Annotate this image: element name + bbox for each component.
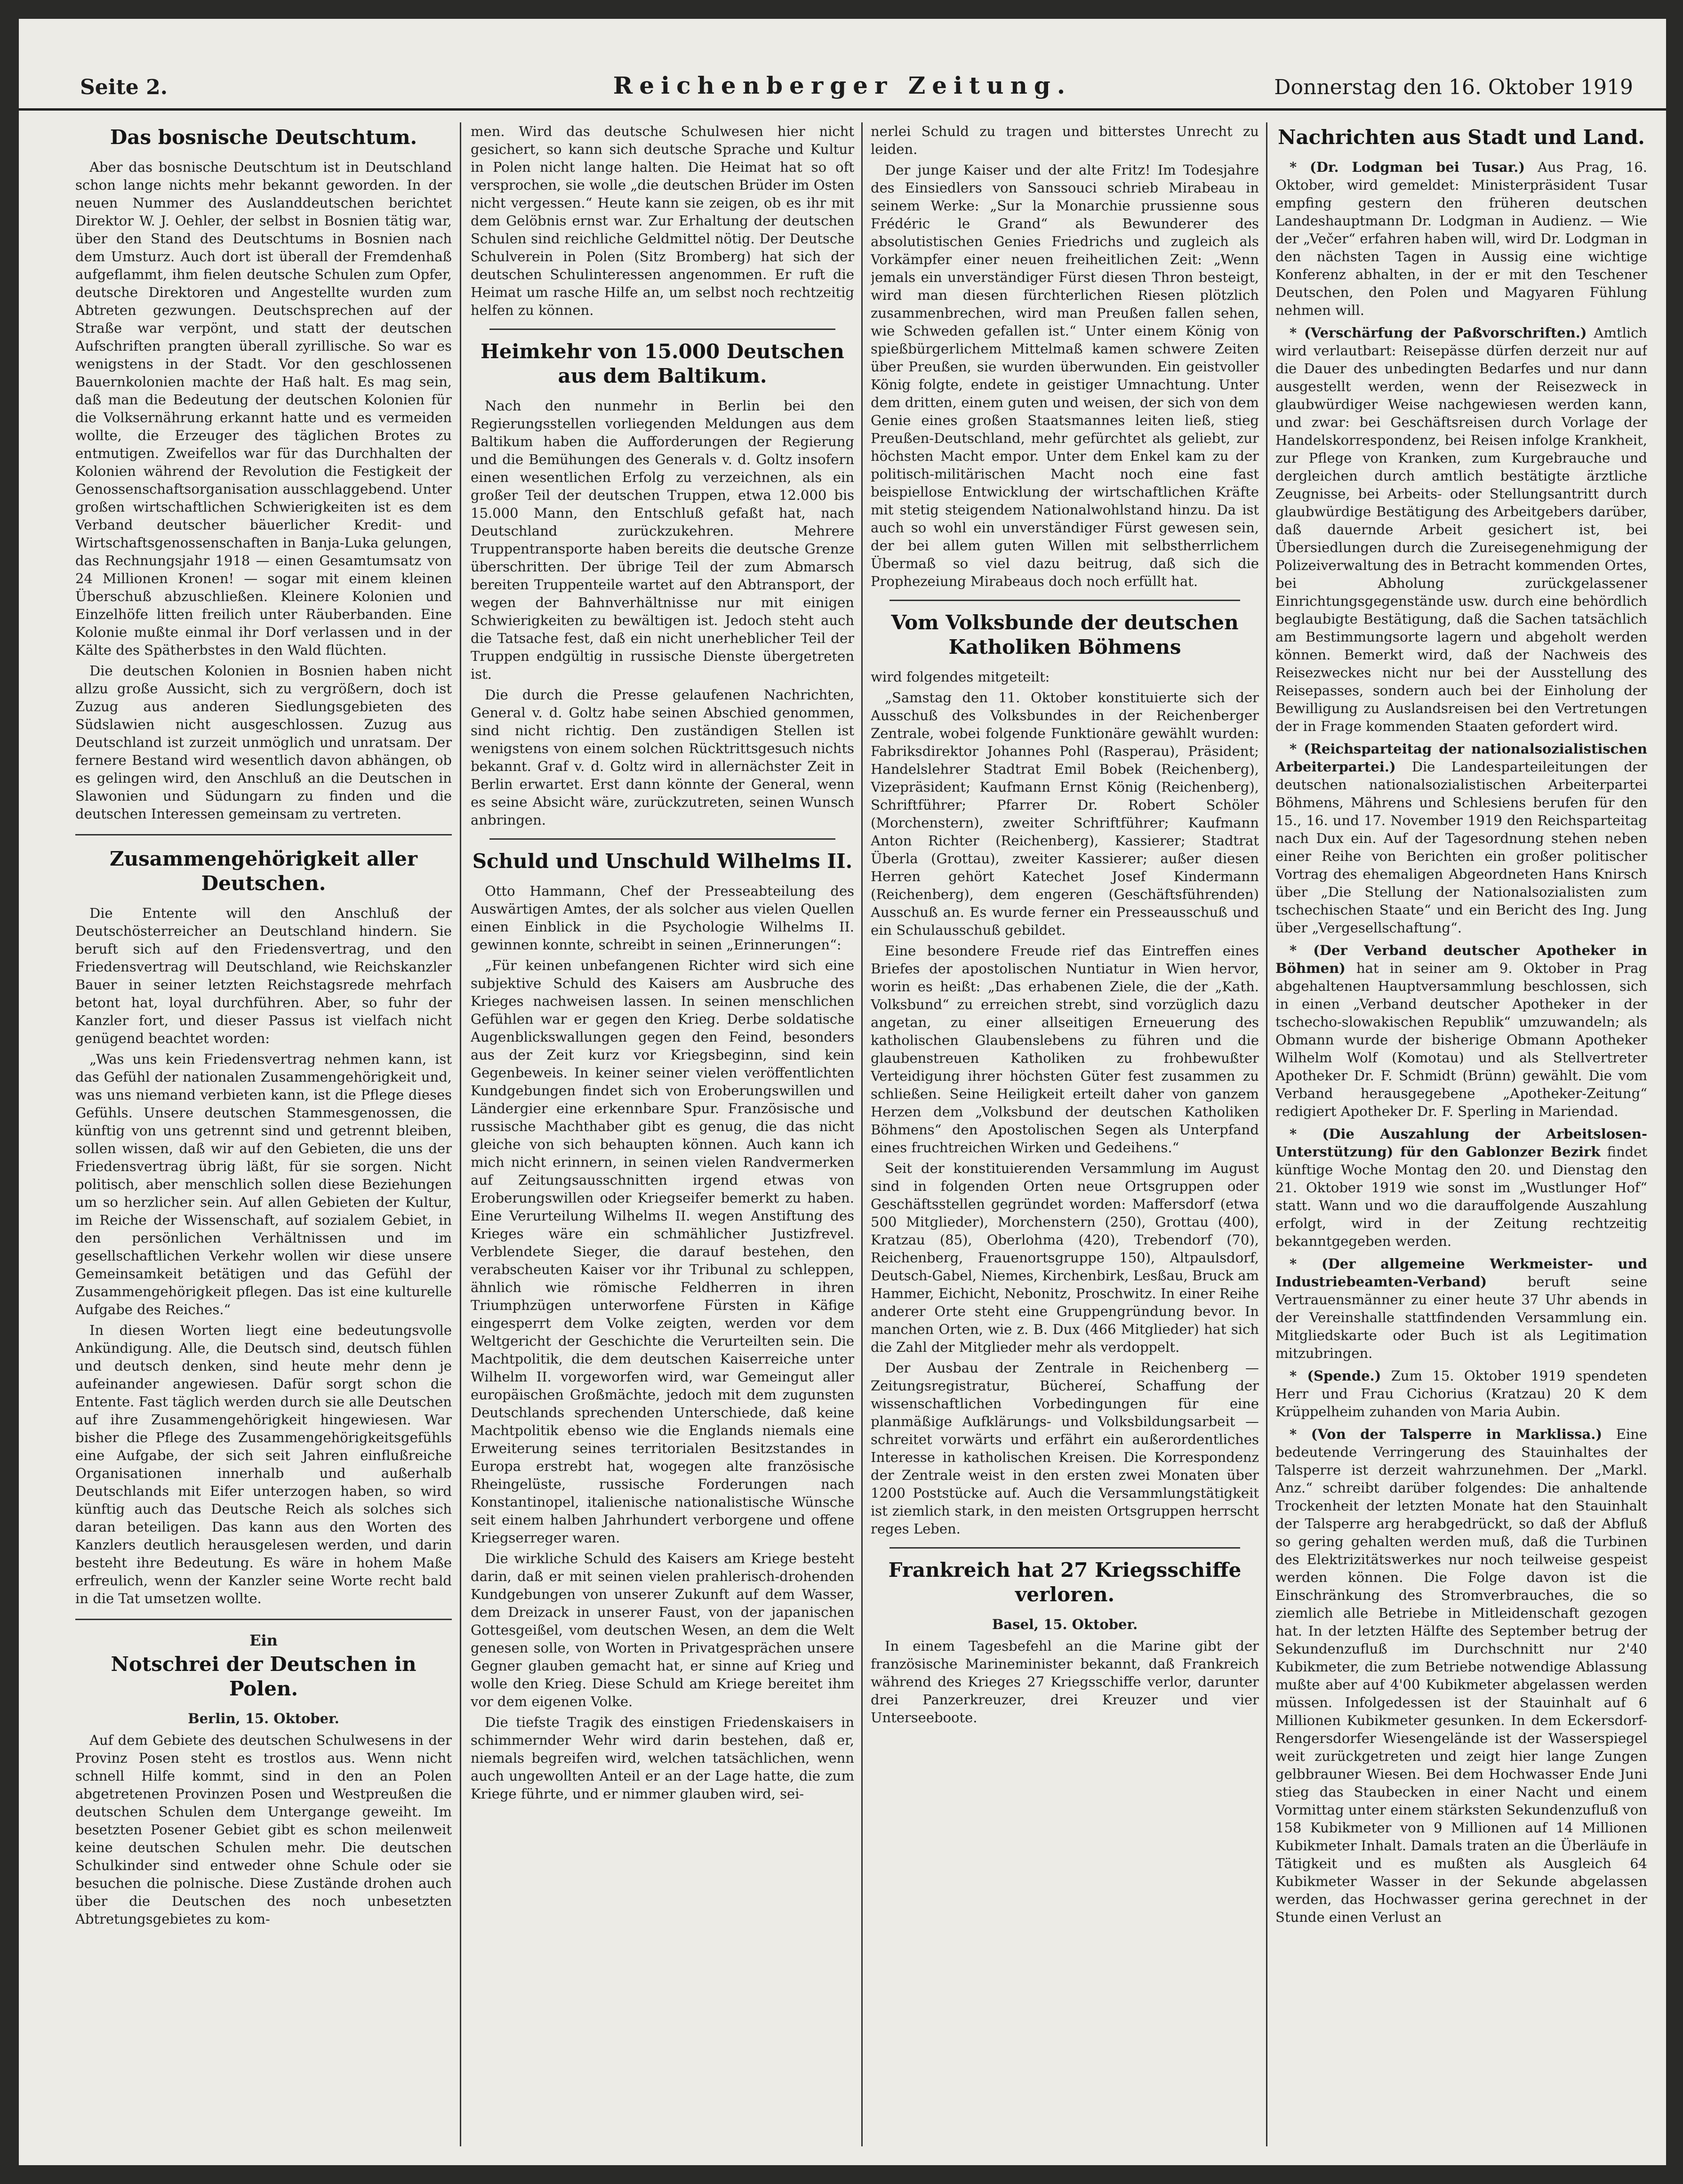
news-item-head: * (Dr. Lodgman bei Tusar.) — [1290, 159, 1525, 175]
newspaper-page — [19, 19, 1666, 2165]
article-headline: Zusammengehörigkeit aller Deutschen. — [109, 847, 418, 895]
news-item — [1275, 1367, 1647, 1421]
news-item-body: beruft seine Vertrauensmänner zu einer heute 37 Uhr abends in der Vereinshalle stattfindenden Versammlung ein. Mitgliedskarte oder Buch ist als Legitimation mitzubringen. — [1275, 1274, 1647, 1361]
dateline: Berlin, 15. Oktober. — [188, 1710, 339, 1726]
column-3 — [871, 122, 1259, 2146]
column-rule — [1266, 122, 1267, 2146]
article-paragraph: Der Ausbau der Zentrale in Reichenberg — Zeitungsregistratur, Büchereí, Schaffung der wissenschaftlichen Vorbedingungen für eine planmäßige Aufklärungs- und Volksbildungsarbeit — schreitet vorwärts und erfährt ein außerordentliches Interesse in katholischen Kreisen. Die Korrespondenz der Zentrale weist in den ersten zwei Monaten über 1200 Poststücke auf. Auch die Versammlungstätigkeit ist ziemlich stark, in den meisten Ortsgruppen herrscht reges Leben. — [871, 1360, 1259, 1537]
news-item-head: * (Spende.) — [1290, 1368, 1381, 1384]
article-paragraph: Eine besondere Freude rief das Eintreffen eines Briefes der apostolischen Nuntiatur in Wien hervor, worin es heißt: „Das erhabenen Ziele, die der „Kath. Volksbund“ zu erreichen strebt, sind vorzüglich dazu angetan, zu einer allseitigen Erneuerung des katholischen Glaubenslebens zu führen und die glaubenstreuen Katholiken zu frohbewußter Verteidigung ihrer höchsten Güter fest zusammen zu schließen. Seine Heiligkeit erteilt daher von ganzem Herzen dem „Volksbund der deutschen Katholiken Böhmens“ den Apostolischen Segen als Unterpfand eines fruchtreichen Wirken und Gedeihens.“ — [871, 943, 1259, 1156]
news-item-body: Aus Prag, 16. Oktober, wird gemeldet: Ministerpräsident Tusar empfing gestern den früheren deutschen Landeshauptmann Dr. Lodgman in Audienz. — Wie der „Večer“ erfahren haben will, wird Dr. Lodgman in den nächsten Tagen in Aussig eine wichtige Konferenz abhalten, in der er mit den Teschener Deutschen, den Polen und Magyaren Fühlung nehmen will. — [1275, 159, 1647, 318]
article-paragraph: Die deutschen Kolonien in Bosnien haben nicht allzu große Aussicht, sich zu vergrößern, doch ist Zuzug aus anderen Siedlungsgebieten des Südslawien nicht ausgeschlossen. Zuzug aus Deutschland ist zurzeit unmöglich und unratsam. Der fernere Bestand wird wesentlich davon abhängen, ob es gelingen wird, den Anschluß an die Deutschen in Slawonien und Südungarn zu finden und die deutschen Interessen gemeinsam zu vertreten. — [75, 663, 452, 822]
section-headline: Nachrichten aus Stadt und Land. — [1278, 126, 1645, 149]
column-4 — [1275, 122, 1647, 2146]
news-item-body: Amtlich wird verlautbart: Reisepässe dürfen derzeit nur auf die Dauer des unbedingten Bedarfes und nur dann ausgestellt werden, wenn der Reisezweck in glaubwürdiger Weise nachgewiesen werden kann, und zwar: bei Geschäftsreisen durch Vorlage der Handelskorrespondenz, bei Reisen infolge Krankheit, zur Pflege von Kranken, zum Kurgebrauche und dergleichen durch amtlich bestätigte ärztliche Zeugnisse, bei Arbeits- oder Stellungsantritt durch glaubwürdige Bestätigung des Arbeitgebers darüber, daß dauernde Arbeit gesichert ist, bei Übersiedlungen durch die Zureisegenehmigung der Polizeiverwaltung des in Betracht kommenden Ortes, bei Abholung zurückgelassener Einrichtungsgegenstände usw. durch eine behördlich beglaubigte Bestätigung, daß die Sachen tatsächlich am Bestimmungsorte lagern und abgeholt werden können. Bemerkt wird, daß der Nachweis des Reisezweckes nicht nur bei der Ausstellung des Reisepasses, sondern auch bei der Einholung der Bewilligung zu Auslandsreisen bei den Vertretungen der in Frage kommenden Staaten gefordert wird. — [1275, 325, 1647, 734]
column-1 — [75, 122, 452, 2146]
news-item-body: Die Landesparteileitungen der deutschen nationalsozialistischen Arbeiterpartei Böhmens, Mährens und Schlesiens berufen für den 15., 16. und 17. November 1919 den Reichsparteitag nach Dux ein. Auf der Tagesordnung stehen neben einer Reihe von Berichten ein großer politischer Vortrag des ehemaligen Abgeordneten Hans Knirsch über „Die Stellung der Nationalsozialisten zum tschechischen Staate“ und ein Bericht des Ing. Jung über „Vergesellschaftung“. — [1275, 759, 1647, 936]
article-paragraph: Auf dem Gebiete des deutschen Schulwesens in der Provinz Posen steht es trostlos aus. Wenn nicht schnell Hilfe kommt, sind in den an Polen abgetretenen Provinzen Posen und Westpreußen die deutschen Schulen dem Untergange geweiht. Im besetzten Posener Gebiet gibt es schon meilenweit keine deutschen Schulen mehr. Die deutschen Schulkinder sind entweder ohne Schule oder sie besuchen die polnische. Diese Zustände drohen auch über die Deutschen des noch unbesetzten Abtretungsgebietes zu kom- — [75, 1732, 452, 1927]
news-item — [1275, 158, 1647, 319]
issue-date: Donnerstag den 16. Oktober 1919 — [1274, 75, 1633, 99]
article-paragraph: Seit der konstituierenden Versammlung im August sind in folgenden Orten neue Ortsgruppen oder Geschäftsstellen gegründet worden: Maffersdorf (etwa 500 Mitglieder), Morchenstern (250), Grottau (400), Kratzau (85), Oberlohma (420), Trebendorf (70), Reichenberg, Frauenortsgruppe 150), Altpaulsdorf, Deutsch-Gabel, Niemes, Kirchenbirk, Lesßau, Bruck am Hammer, Eichicht, Nebonitz, Proschwitz. In einer Reihe anderer Orte steht eine Gruppengründung bevor. In manchen Orten, wie z. B. Dux (466 Mitglieder) hat sich die Zahl der Mitglieder mehr als verdoppelt. — [871, 1160, 1259, 1355]
article-headline: Vom Volksbunde der deutschen Katholiken Böhmens — [891, 611, 1239, 658]
news-item-body: hat in seiner am 9. Oktober in Prag abgehaltenen Hauptversammlung beschlossen, sich in einen „Verband deutscher Apotheker in der tschecho-slowakischen Republik“ umzuwandeln; als Obmann wurde der bisherige Obmann Apotheker Wilhelm Wolf (Komotau) und als Stellvertreter Apotheker Dr. F. Schmidt (Brünn) gewählt. Die vom Verband herausgegebene „Apotheker-Zeitung“ redigiert Apotheker Dr. F. Sperling in Mariendad. — [1275, 960, 1647, 1119]
news-item — [1275, 1255, 1647, 1362]
article-quote: „Was uns kein Friedensvertrag nehmen kann, ist das Gefühl der nationalen Zusammengehörigkeit und, was uns niemand verbieten kann, ist die Pflege dieses Gefühls. Unsere deutschen Stammesgenossen, die künftig von uns getrennt sind und getrennt bleiben, sollen wissen, daß wir auf den Gebieten, die uns der Friedensvertrag übrig läßt, für sie sorgen. Nicht politisch, aber menschlich sollen diese Beziehungen um so herzlicher sein. Auf allen Gebieten der Kultur, im Reiche der Wissenschaft, auf sozialem Gebiet, in den persönlichen Verhältnissen und im gesellschaftlichen Verkehr wollen wir diese unsere Gemeinsamkeit betätigen und das Gefühl der Zusammengehörigkeit pflegen. Das ist eine kulturelle Aufgabe des Reiches.“ — [75, 1051, 452, 1317]
column-rule — [460, 122, 461, 2146]
news-item — [1275, 324, 1647, 735]
article-divider — [890, 600, 1240, 601]
column-rule — [861, 122, 863, 2146]
article-quote: „Für keinen unbefangenen Richter wird sich eine subjektive Schuld des Kaisers am Ausbruche des Krieges nachweisen lassen. In seinen menschlichen Gefühlen war er gegen den Krieg. Derbe soldatische Augenblickswallungen gegen den Feind, besonders aus der Zeit kurz vor Kriegsbeginn, sind kein Gegenbeweis. In keiner seiner vielen veröffentlichten Kundgebungen findet sich von Eroberungswillen und Ländergier eine erkennbare Spur. Französische und russische Machthaber gibt es genug, die das nicht gleiche von sich behaupten können. Auch kann ich mich nicht erinnern, in seinen vielen Randvermerken auf Zeitungsausschnitten irgend etwas von Eroberungswillen oder Kriegseifer bemerkt zu haben. Eine Verurteilung Wilhelms II. wegen Anstiftung des Krieges wäre ein schmählicher Justizfrevel. Verblendete Sieger, die darauf bestehen, den verabscheuten Kaiser vor ihr Tribunal zu schleppen, ähnlich wie römische Feldherren in ihren Triumphzügen unterworfene Fürsten in Käfige eingesperrt dem Volke zeigten, werden vor dem Weltgericht der Geschichte die Verurteilten sein. Die Machtpolitik, die dem deutschen Kaiserreiche unter Wilhelm II. vorgeworfen wird, war Gemeingut aller europäischen Großmächte, jedoch mit dem zugunsten Deutschlands sprechenden Unterschiede, daß keine Machtpolitik ebenso wie die Englands niemals eine Erweiterung seines territorialen Besitzstandes in Europa erstrebt hat, wogegen alte französische Rheingelüste, russische Forderungen nach Konstantinopel, italienische nationalistische Wünsche seit einem halben Jahrhundert verborgene und offene Kriegserreger waren. — [471, 957, 854, 1546]
article-paragraph: Die wirkliche Schuld des Kaisers am Kriege besteht darin, daß er mit seinen vielen prahlerisch-drohenden Kundgebungen von unserer Zukunft auf dem Wasser, dem Dreizack in unserer Faust, von der japanischen Gottesgeißel, vom deutschen Wesen, an dem die Welt genesen solle, von Worten in Privatgesprächen unsere Gegner glauben gemacht hat, er sinne auf Krieg und wolle den Krieg. Diese Schuld am Kriege bereitet ihm vor dem eigenen Volke. — [471, 1550, 854, 1710]
article-paragraph: nerlei Schuld zu tragen und bitterstes Unrecht zu leiden. — [871, 123, 1259, 157]
article-headline: Notschrei der Deutschen in Polen. — [111, 1653, 417, 1700]
news-item — [1275, 941, 1647, 1120]
news-item-head: * (Von der Talsperre in Marklissa.) — [1290, 1426, 1603, 1442]
newspaper-title: Reichenberger Zeitung. — [613, 72, 1072, 99]
article-divider — [75, 1619, 452, 1620]
news-item-head: * (Der Verband deutscher Apotheker in Böhmen) — [1275, 942, 1647, 976]
news-item-body: Eine bedeutende Verringerung des Stauinhaltes der Talsperre ist derzeit wahrzunehmen. Der „Markl. Anz.“ schreibt darüber folgendes: Die anhaltende Trockenheit der letzten Monate hat den Stauinhalt der Talsperre arg herabgedrückt, so daß der Abfluß so gering gehalten werden muß, daß die Turbinen des Elektrizitätswerkes nur noch teilweise gespeist werden können. Die Folge davon ist die Einschränkung des Stromverbrauches, die so ziemlich alle Betriebe in Mitleidenschaft gezogen hat. In der letzten Hälfte des September betrug der Sekundenzufluß im Durchschnitt nur 2'40 Kubikmeter, die zum Betriebe notwendige Ablassung mußte aber auf 4'00 Kubikmeter abgelassen werden müssen. Infolgedessen ist der Stauinhalt auf 6 Millionen Kubikmeter gesunken. In dem Eckersdorf-Rengersdorfer Wiesengelände ist der Wasserspiegel weit zurückgetreten und zeigt hier lange Zungen gelbbrauner Wiesen. Bei dem Hochwasser Ende Juni stieg das Staubecken in einer Nacht und einem Vormittag unter einem stärksten Sekundenzufluß von 158 Kubikmeter von 9 Millionen auf 14 Millionen Kubikmeter Inhalt. Damals traten an die Überläufe in Tätigkeit und es mußten als Ausgleich 64 Kubikmeter Wasser in der Sekunde abgelassen werden, das Hochwasser gerina gerechnet in der Stunde einen Verlust an — [1275, 1426, 1647, 1925]
news-item — [1275, 1425, 1647, 1926]
article-intro: wird folgendes mitgeteilt: — [871, 669, 1050, 685]
article-paragraph: Die Entente will den Anschluß der Deutschösterreicher an Deutschland hindern. Sie beruft sich auf den Friedensvertrag, und den Friedensvertrag will Deutschland, wie Reichskanzler Bauer in seiner letzten Reichstagsrede mehrfach betont hat, loyal durchführen. Aber, so fuhr der Kanzler fort, und dieser Passus ist vielfach nicht genügend beachtet worden: — [75, 905, 452, 1046]
masthead — [19, 56, 1666, 111]
article-divider — [489, 329, 835, 330]
article-paragraph: In diesen Worten liegt eine bedeutungsvolle Ankündigung. Alle, die Deutsch sind, deutsch fühlen und deutsch denken, sind heute mehr denn je aufeinander angewiesen. Dafür sorgt schon die Entente. Fast täglich werden durch sie alle Deutschen auf ihre Zusammengehörigkeit hingewiesen. War bisher die Pflege des Zusammengehörigkeitsgefühls eine Aufgabe, der sich seit Jahren einflußreiche Organisationen innerhalb und außerhalb Deutschlands mit Eifer unterzogen haben, so wird künftig auch das Deutsche Reich als solches sich daran beteiligen. Das kann aus den Worten des Kanzlers deutlich herausgelesen werden, und darin besteht ihre Bedeutung. Es wäre in hohem Maße erfreulich, wenn der Kanzler seine Worte recht bald in die Tat umsetzen wollte. — [75, 1322, 452, 1606]
news-item-body: Zum 15. Oktober 1919 spendeten Herr und Frau Cichorius (Kratzau) 20 K dem Krüppelheim zuhanden von Maria Aubin. — [1275, 1368, 1647, 1420]
article-headline: Frankreich hat 27 Kriegsschiffe verloren. — [888, 1558, 1242, 1606]
article-divider — [890, 1547, 1240, 1549]
news-item-body: findet künftige Woche Montag den 20. und Dienstag den 21. Oktober 1919 wie sonst im „Wustlunger Hof“ statt. Wann und wo die darauffolgende Auszahlung erfolgt, wird in der Zeitung rechtzeitig bekanntgegeben werden. — [1275, 1144, 1647, 1249]
article-divider — [489, 838, 835, 840]
article-headline: Schuld und Unschuld Wilhelms II. — [472, 850, 853, 873]
dateline: Basel, 15. Oktober. — [992, 1616, 1138, 1632]
page-number: Seite 2. — [80, 75, 168, 99]
news-item-head: * (Die Auszahlung der Arbeitslosen-Unterstützung) für den Gablonzer Bezirk — [1275, 1126, 1647, 1160]
column-2 — [471, 122, 854, 2146]
news-item — [1275, 1125, 1647, 1250]
article-paragraph: Die tiefste Tragik des einstigen Friedenskaisers in schimmernder Wehr wird darin bestehen, daß er, niemals begreifen wird, welchen tatsächlichen, wenn auch ungewollten Anteil er an der Lage hatte, die zum Kriege führte, und er nimmer glauben wird, sei- — [471, 1714, 854, 1802]
article-paragraph: Der junge Kaiser und der alte Fritz! Im Todesjahre des Einsiedlers von Sanssouci schrieb Mirabeau in seinem Werke: „Sur la Monarchie prussienne sous Frédéric le Grand“ als Bewunderer des absolutistischen Genies Friedrichs und zugleich als Vorkämpfer einer neuen freiheitlichen Zeit: „Wenn jemals ein unverständiger Fürst diesen Thron besteigt, wird man diesen fürchterlichen Riesen plötzlich zusammenbrechen, wird man Preußen fallen sehen, wie Schweden gefallen ist.“ Unter einem König von spießbürgerlichem Mittelmaß kamen schwere Zeiten über Preußen, sie wurden überwunden. Ein geistvoller König folgte, endete in geistiger Umnachtung. Unter dem dritten, einem guten und weisen, der sich von dem Genie eines großen Staatsmannes leiten ließ, stieg Preußen-Deutschland, mehr gefürchtet als geliebt, zur höchsten Macht empor. Unter dem Enkel kam zu der politisch-militärischen Macht noch eine fast beispiellose Entwicklung der wirtschaftlichen Kräfte mit stetig steigendem Nationalwohlstand hinzu. Da ist auch so wohl ein unverständiger Fürst gewesen sein, der bei allem guten Willen mit selbstherrlichem Übermaß so viel dazu beitrug, daß sich die Prophezeiung Mirabeaus doch noch erfüllt hat. — [871, 162, 1259, 589]
article-paragraph: Nach den nunmehr in Berlin bei den Regierungsstellen vorliegenden Meldungen aus dem Baltikum haben die Aufforderungen der Regierung und die Bemühungen des Generals v. d. Goltz insofern einen wesentlichen Erfolg zu verzeichnen, als ein großer Teil der deutschen Truppen, etwa 12.000 bis 15.000 Mann, den Entschluß gefaßt hat, nach Deutschland zurückzukehren. Mehrere Truppentransporte haben bereits die deutsche Grenze überschritten. Der übrige Teil der zum Abmarsch bereiten Truppenteile wartet auf den Abtransport, der wegen der Bahnverhältnisse nur mit einigen Schwierigkeiten zu bewältigen ist. Jedoch steht auch die Tatsache fest, daß ein nicht unerheblicher Teil der Truppen endgültig in russische Dienste übergetreten ist. — [471, 398, 854, 682]
article-paragraph: Aber das bosnische Deutschtum ist in Deutschland schon lange nichts mehr bekannt geworden. In der neuen Nummer des Auslanddeutschen berichtet Direktor W. J. Oehler, der selbst in Bosnien tätig war, über den Stand des Deutschtums in Bosnien nach dem Umsturz. Auch dort ist überall der Fremdenhaß aufgeflammt, ihm fielen deutsche Schulen zum Opfer, deutsche Direktoren und Angestellte wurden zum Abtreten gezwungen. Deutschsprechen auf der Straße war verpönt, und statt der deutschen Aufschriften prangten überall zyrillische. So war es wenigstens in der Stadt. Vor den geschlossenen Bauernkolonien machte der Haß halt. Es mag sein, daß man die Bedeutung der deutschen Kolonien für die Volksernährung erkannt hatte und es vermeiden wollte, die Erzeuger des täglichen Brotes zu entmutigen. Zweifellos war für das Durchhalten der Kolonien während der Revolution die Festigkeit der Genossenschaftsorganisation ausschlaggebend. Unter großen wirtschaftlichen Schwierigkeiten ist es dem Verband deutscher bäuerlicher Kredit- und Wirtschaftsgenossenschaften in Banja-Luka gelungen, das Rechnungsjahr 1918 — einen Gesamtumsatz von 24 Millionen Kronen! — sogar mit einem kleinen Überschuß abzuschließen. Kleinere Kolonien und Einzelhöfe litten freilich unter Räuberbanden. Eine Kolonie mußte einmal ihr Dorf verlassen und in der Kälte des Spätherbstes in den Wald flüchten. — [75, 159, 452, 658]
article-paragraph: Otto Hammann, Chef der Presseabteilung des Auswärtigen Amtes, der als solcher aus vielen Quellen einen Einblick in die Psychologie Wilhelms II. gewinnen konnte, schreibt in seinen „Erinnerungen“: — [471, 883, 854, 953]
news-item-head: * (Der allgemeine Werkmeister- und Industriebeamten-Verband) — [1275, 1256, 1647, 1290]
article-paragraph: Die durch die Presse gelaufenen Nachrichten, General v. d. Goltz habe seinen Abschied genommen, sind nicht richtig. Den zuständigen Stellen ist wenigstens von einem solchen Rücktrittsgesuch nichts bekannt. Graf v. d. Goltz wird in allernächster Zeit in Berlin erwartet. Erst dann könnte der General, wenn es seine Absicht wäre, zurückzutreten, seinen Wunsch anbringen. — [471, 687, 854, 828]
article-headline: Das bosnische Deutschtum. — [110, 126, 417, 149]
news-item — [1275, 740, 1647, 937]
headline-kicker: Ein — [249, 1631, 278, 1649]
article-paragraph: men. Wird das deutsche Schulwesen hier nicht gesichert, so kann sich deutsche Sprache und Kultur in Polen nicht lange halten. Die Heimat hat so oft versprochen, sie wolle „die deutschen Brüder im Osten nicht vergessen.“ Heute kann sie zeigen, ob es ihr mit dem Gelöbnis ernst war. Zur Erhaltung der deutschen Schulen sind reichliche Geldmittel nötig. Der Deutsche Schulverein in Polen (Sitz Bromberg) hat sich der deutschen Schulinteressen angenommen. Er ruft die Heimat um rasche Hilfe an, um selbst noch rechtzeitig helfen zu können. — [471, 123, 854, 318]
article-paragraph: In einem Tagesbefehl an die Marine gibt der französische Marineminister bekannt, daß Frankreich während des Krieges 27 Kriegsschiffe verlor, darunter drei Panzerkreuzer, drei Kreuzer und vier Unterseeboote. — [871, 1638, 1259, 1726]
article-divider — [75, 834, 452, 835]
news-item-head: * (Reichsparteitag der nationalsozialistischen Arbeiterpartei.) — [1275, 741, 1647, 775]
news-item-head: * (Verschärfung der Paßvorschriften.) — [1290, 325, 1587, 341]
article-headline: Heimkehr von 15.000 Deutschen aus dem Baltikum. — [481, 340, 844, 387]
article-paragraph: „Samstag den 11. Oktober konstituierte sich der Ausschuß des Volksbundes in der Reichenberger Zentrale, wobei folgende Funktionäre gewählt wurden: Fabriksdirektor Johannes Pohl (Rasperau), Präsident; Handelslehrer Stadtrat Emil Bobek (Reichenberg), Vizepräsident; Kaufmann Ernst König (Reichenberg), Schriftführer; Pfarrer Dr. Robert Schöler (Morchenstern), zweiter Schriftführer; Kaufmann Anton Richter (Reichenberg), Kassierer; Stadtrat Überla (Grottau), zweiter Kassierer; außer diesen Herren gehört Katechet Josef Kindermann (Reichenberg), dem engeren (Geschäftsführenden) Ausschuß an. Es wurde ferner ein Presseausschuß und ein Schulausschuß gebildet. — [871, 690, 1259, 938]
